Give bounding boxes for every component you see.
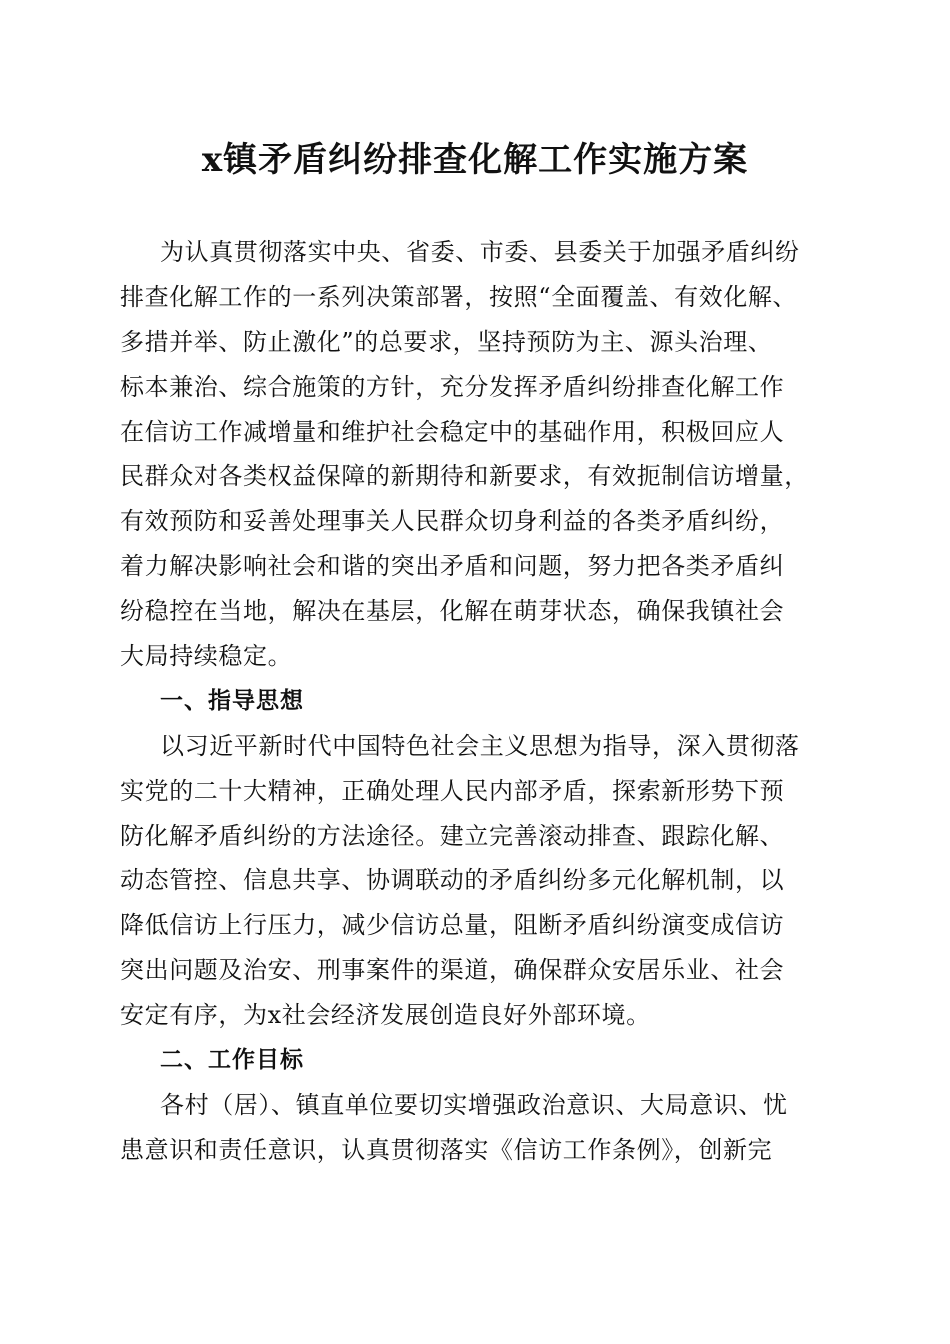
- section-heading-guiding-ideology: 一、指导思想: [160, 687, 304, 714]
- section1-line: 安定有序，为x社会经济发展创造良好外部环境。: [120, 1001, 651, 1030]
- section1-line: 降低信访上行压力，减少信访总量，阻断矛盾纠纷演变成信访: [120, 911, 785, 940]
- intro-line: 在信访工作减增量和维护社会稳定中的基础作用，积极回应人: [120, 417, 785, 446]
- intro-line: 大局持续稳定。: [120, 642, 293, 671]
- intro-line: 排查化解工作的一系列决策部署，按照“全面覆盖、有效化解、: [120, 282, 798, 311]
- section1-line: 防化解矛盾纠纷的方法途径。建立完善滚动排查、跟踪化解、: [120, 821, 785, 850]
- intro-line: 标本兼治、综合施策的方针，充分发挥矛盾纠纷排查化解工作: [120, 372, 785, 401]
- section1-line: 实党的二十大精神，正确处理人民内部矛盾，探索新形势下预: [120, 776, 785, 805]
- section2-line: 患意识和责任意识，认真贯彻落实《信访工作条例》，创新完: [120, 1135, 773, 1164]
- document-title: x镇矛盾纠纷排查化解工作实施方案: [201, 140, 749, 180]
- intro-line: 民群众对各类权益保障的新期待和新要求，有效扼制信访增量，: [120, 462, 809, 491]
- section2-line: 各村（居）、镇直单位要切实增强政治意识、大局意识、忧: [160, 1090, 788, 1119]
- document-body: [120, 230, 836, 1173]
- intro-line: 多措并举、防止激化”的总要求，坚持预防为主、源头治理、: [120, 327, 773, 356]
- section1-line: 以习近平新时代中国特色社会主义思想为指导，深入贯彻落: [160, 731, 800, 760]
- intro-line: 着力解决影响社会和谐的突出矛盾和问题，努力把各类矛盾纠: [120, 552, 785, 581]
- intro-line: 有效预防和妥善处理事关人民群众切身利益的各类矛盾纠纷，: [120, 507, 785, 536]
- section1-line: 动态管控、信息共享、协调联动的矛盾纠纷多元化解机制，以: [120, 866, 785, 895]
- section1-line: 突出问题及治安、刑事案件的渠道，确保群众安居乐业、社会: [120, 956, 785, 985]
- section-heading-work-goals: 二、工作目标: [160, 1047, 304, 1074]
- intro-line: 纷稳控在当地，解决在基层，化解在萌芽状态，确保我镇社会: [120, 597, 785, 626]
- intro-line: 为认真贯彻落实中央、省委、市委、县委关于加强矛盾纠纷: [160, 238, 800, 266]
